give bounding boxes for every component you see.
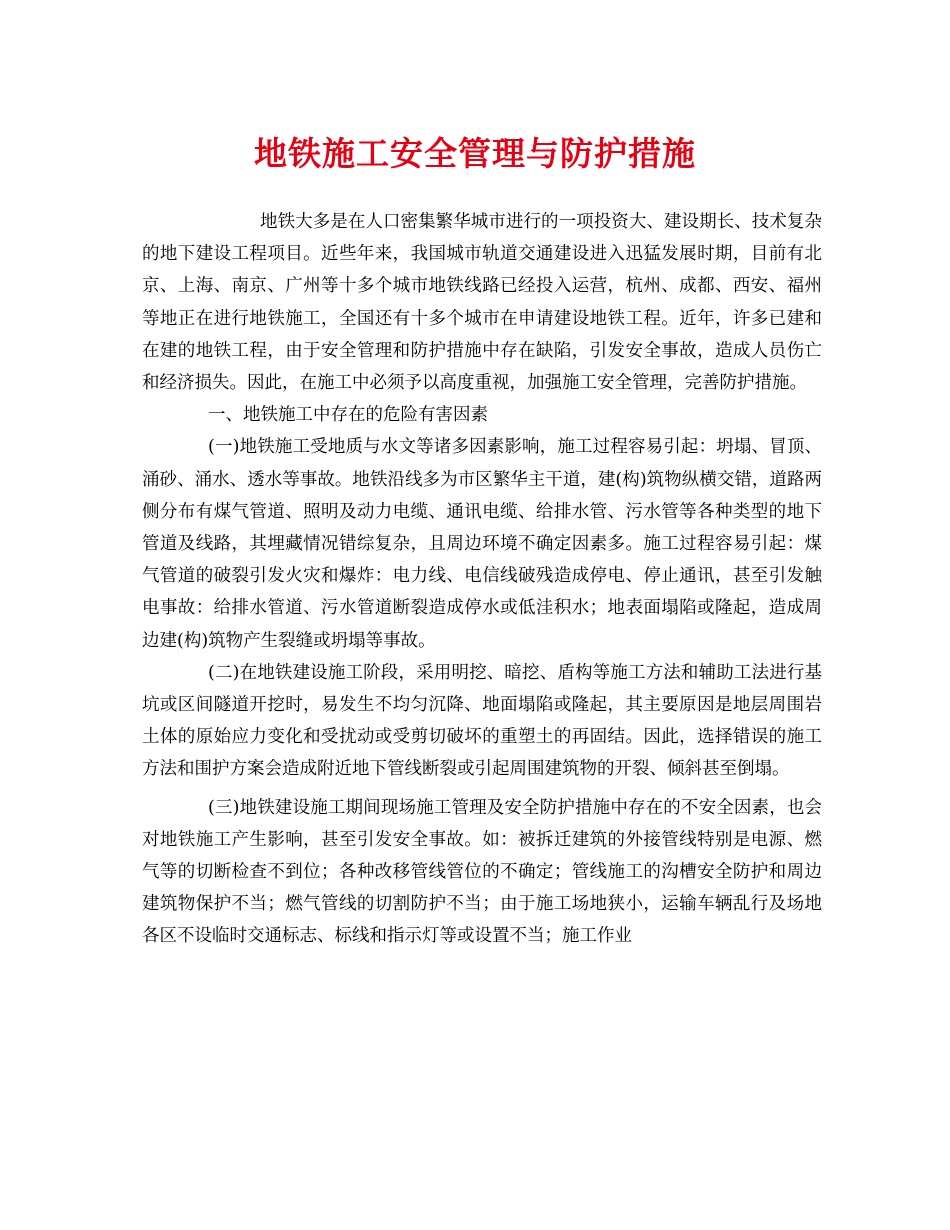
- paragraph-item-1: (一)地铁施工受地质与水文等诸多因素影响，施工过程容易引起：坍塌、冒顶、涌砂、涌水、透水等事故。地铁沿线多为市区繁华主干道，建(构)筑物纵横交错，道路两侧分布有煤气管道、照明及动力电缆、通讯电缆、给排水管、污水管等各种类型的地下管道及线路，其埋藏情况错综复杂，且周边环境不确定因素多。施工过程容易引起：煤气管道的破裂引发火灾和爆炸：电力线、电信线破残造成停电、停止通讯，甚至引发触电事故：给排水管道、污水管道断裂造成停水或低洼积水；地表面塌陷或隆起，造成周边建(构)筑物产生裂缝或坍塌等事故。: [142, 437, 822, 651]
- section-heading: 一、地铁施工中存在的危险有害因素: [208, 405, 488, 426]
- document-body: [142, 206, 822, 953]
- intro-paragraph: 地铁大多是在人口密集繁华城市进行的一项投资大、建设期长、技术复杂的地下建设工程项目。近些年来，我国城市轨道交通建设进入迅猛发展时期，目前有北京、上海、南京、广州等十多个城市地铁线路已经投入运营，杭州、成都、西安、福州等地正在进行地铁施工，全国还有十多个城市在申请建设地铁工程。近年，许多已建和在建的地铁工程，由于安全管理和防护措施中存在缺陷，引发安全事故，造成人员伤亡和经济损失。因此，在施工中必须予以高度重视，加强施工安全管理，完善防护措施。: [142, 212, 822, 394]
- paragraph-item-3: (三)地铁建设施工期间现场施工管理及安全防护措施中存在的不安全因素，也会对地铁施工产生影响，甚至引发安全事故。如：被拆迁建筑的外接管线特别是电源、燃气等的切断检查不到位；各种改移管线管位的不确定；管线施工的沟槽安全防护和周边建筑物保护不当；燃气管线的切割防护不当；由于施工场地狭小，运输车辆乱行及场地各区不设临时交通标志、标线和指示灯等或设置不当；施工作业: [142, 797, 822, 947]
- paragraph-item-2: (二)在地铁建设施工阶段，采用明挖、暗挖、盾构等施工方法和辅助工法进行基坑或区间隧道开挖时，易发生不均匀沉降、地面塌陷或隆起，其主要原因是地层周围岩土体的原始应力变化和受扰动或受剪切破坏的重塑土的再固结。因此，选择错误的施工方法和围护方案会造成附近地下管线断裂或引起周围建筑物的开裂、倾斜甚至倒塌。: [142, 662, 822, 780]
- document-title: 地铁施工安全管理与防护措施: [254, 134, 696, 173]
